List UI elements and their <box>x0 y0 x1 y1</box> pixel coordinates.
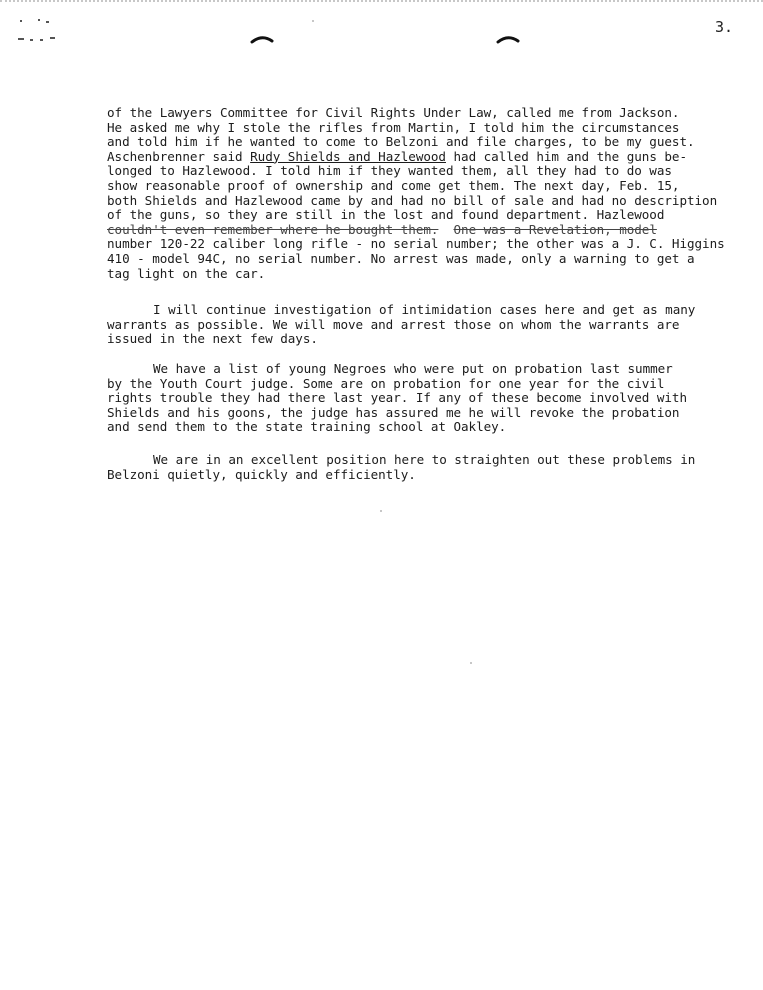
text-line: show reasonable proof of ownership and come get them. The next day, Feb. 15, <box>107 177 680 193</box>
text-line: issued in the next few days. <box>107 331 318 347</box>
text-line: and send them to the state training school at Oakley. <box>107 419 507 435</box>
underlined-names: Rudy Shields and Hazlewood <box>250 148 446 164</box>
paragraph-3 <box>107 362 719 435</box>
scan-speck <box>380 510 382 512</box>
page-number: 3. <box>714 18 733 36</box>
text-line: 410 - model 94C, no serial number. No arrest was made, only a warning to get a <box>107 250 695 266</box>
text-run: had called him and the guns be- <box>445 148 687 164</box>
text-line: both Shields and Hazlewood came by and had no bill of sale and had no description <box>107 192 718 208</box>
text-line: tag light on the car. <box>107 265 266 281</box>
struck-text: couldn't even remember where he bought them. <box>107 221 439 237</box>
scan-speck <box>470 662 472 664</box>
staple-mark-right <box>496 34 520 44</box>
text-run <box>438 222 453 237</box>
text-line: number 120-22 caliber long rifle - no serial number; the other was a J. C. Higgins <box>107 236 725 252</box>
text-line: Shields and his goons, the judge has assured me he will revoke the probation <box>107 404 680 420</box>
text-line: by the Youth Court judge. Some are on probation for one year for the civil <box>107 375 665 391</box>
paragraph-2 <box>107 303 719 347</box>
text-line: I will continue investigation of intimidation cases here and get as many <box>153 302 696 317</box>
text-line: Belzoni quietly, quickly and efficiently. <box>107 466 416 482</box>
text-line <box>107 223 719 238</box>
scan-speck <box>312 20 314 22</box>
text-line: warrants as possible. We will move and arrest those on whom the warrants are <box>107 316 680 332</box>
text-run: Aschenbrenner said <box>107 148 251 164</box>
text-line: We are in an excellent position here to straighten out these problems in <box>153 452 696 467</box>
text-line: of the Lawyers Committee for Civil Rights Under Law, called me from Jackson. <box>107 105 680 120</box>
text-line: He asked me why I stole the rifles from Martin, I told him the circumstances <box>107 119 680 135</box>
perforation-edge <box>0 0 763 4</box>
text-line: We have a list of young Negroes who were put on probation last summer <box>153 361 673 376</box>
corner-scan-marks <box>16 18 76 48</box>
text-line: rights trouble they had there last year. If any of these become involved with <box>107 390 687 406</box>
struck-text: One was a Revelation, model <box>453 221 657 237</box>
paragraph-1 <box>107 105 725 281</box>
text-line: of the guns, so they are still in the lost and found department. Hazlewood <box>107 207 665 223</box>
paragraph-4 <box>107 453 719 482</box>
text-line: longed to Hazlewood. I told him if they wanted them, all they had to do was <box>107 163 672 179</box>
text-line: and told him if he wanted to come to Belzoni and file charges, to be my guest. <box>107 134 695 150</box>
staple-mark-left <box>250 34 274 44</box>
text-line <box>107 150 719 165</box>
